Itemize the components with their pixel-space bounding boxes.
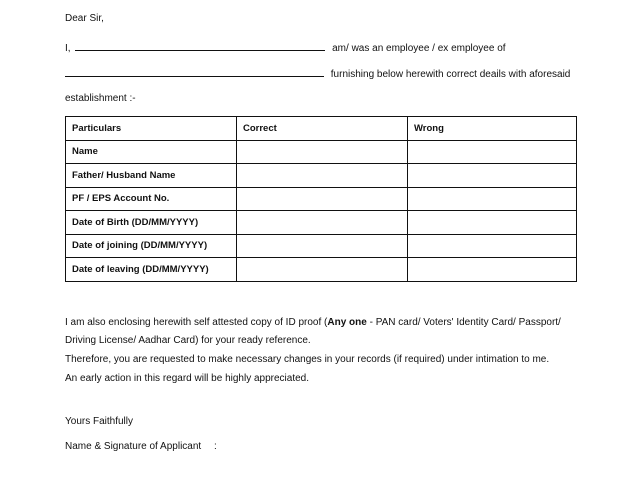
signature-label: Name & Signature of Applicant <box>65 441 202 452</box>
table-row <box>66 211 577 235</box>
header-wrong: Wrong <box>408 117 577 141</box>
request-line: Therefore, you are requested to make necessary changes in your records (if required) under intimation to me. <box>65 354 550 365</box>
intro-line-2-suffix: furnishing below herewith correct deails with aforesaid <box>330 69 571 80</box>
intro-line-1-prefix: I, <box>65 43 71 54</box>
enclosing-any-one: Any one <box>327 317 367 328</box>
intro-line-3: establishment :- <box>65 93 136 104</box>
header-particulars: Particulars <box>66 117 237 141</box>
row-label-date-of-leaving: Date of leaving (DD/MM/YYYY) <box>66 258 237 282</box>
cell-correct-date-of-leaving[interactable] <box>237 258 408 282</box>
table-row <box>66 258 577 282</box>
row-label-date-of-joining: Date of joining (DD/MM/YYYY) <box>66 234 237 258</box>
row-label-name: Name <box>66 140 237 164</box>
enclosing-line-1 <box>65 317 561 329</box>
table-header-row <box>66 117 577 141</box>
cell-correct-date-of-birth[interactable] <box>237 211 408 235</box>
row-label-father-husband-name: Father/ Husband Name <box>66 164 237 188</box>
details-table <box>65 116 577 282</box>
cell-wrong-pf-eps-account[interactable] <box>408 187 577 211</box>
table-row <box>66 187 577 211</box>
intro-line-2 <box>65 67 570 81</box>
salutation: Dear Sir, <box>65 13 104 24</box>
enclosing-text-a: I am also enclosing herewith self attested copy of ID proof ( <box>65 317 328 328</box>
table-row <box>66 234 577 258</box>
cell-correct-pf-eps-account[interactable] <box>237 187 408 211</box>
intro-line-1-suffix: am/ was an employee / ex employee of <box>332 43 506 54</box>
intro-line-1 <box>65 41 506 55</box>
name-blank[interactable] <box>75 41 325 51</box>
row-label-pf-eps-account: PF / EPS Account No. <box>66 187 237 211</box>
enclosing-line-2: Driving License/ Aadhar Card) for your ready reference. <box>65 335 311 346</box>
cell-correct-father-husband-name[interactable] <box>237 164 408 188</box>
cell-correct-name[interactable] <box>237 140 408 164</box>
cell-correct-date-of-joining[interactable] <box>237 234 408 258</box>
establishment-blank[interactable] <box>65 67 324 77</box>
early-action-line: An early action in this regard will be highly appreciated. <box>65 373 310 384</box>
signature-line <box>65 441 217 453</box>
signature-colon: : <box>213 441 217 452</box>
yours-faithfully: Yours Faithfully <box>65 416 133 427</box>
table-row <box>66 164 577 188</box>
cell-wrong-date-of-birth[interactable] <box>408 211 577 235</box>
cell-wrong-father-husband-name[interactable] <box>408 164 577 188</box>
row-label-date-of-birth: Date of Birth (DD/MM/YYYY) <box>66 211 237 235</box>
header-correct: Correct <box>237 117 408 141</box>
cell-wrong-name[interactable] <box>408 140 577 164</box>
table-row <box>66 140 577 164</box>
cell-wrong-date-of-joining[interactable] <box>408 234 577 258</box>
cell-wrong-date-of-leaving[interactable] <box>408 258 577 282</box>
enclosing-text-b: - PAN card/ Voters' Identity Card/ Passport/ <box>366 317 561 328</box>
